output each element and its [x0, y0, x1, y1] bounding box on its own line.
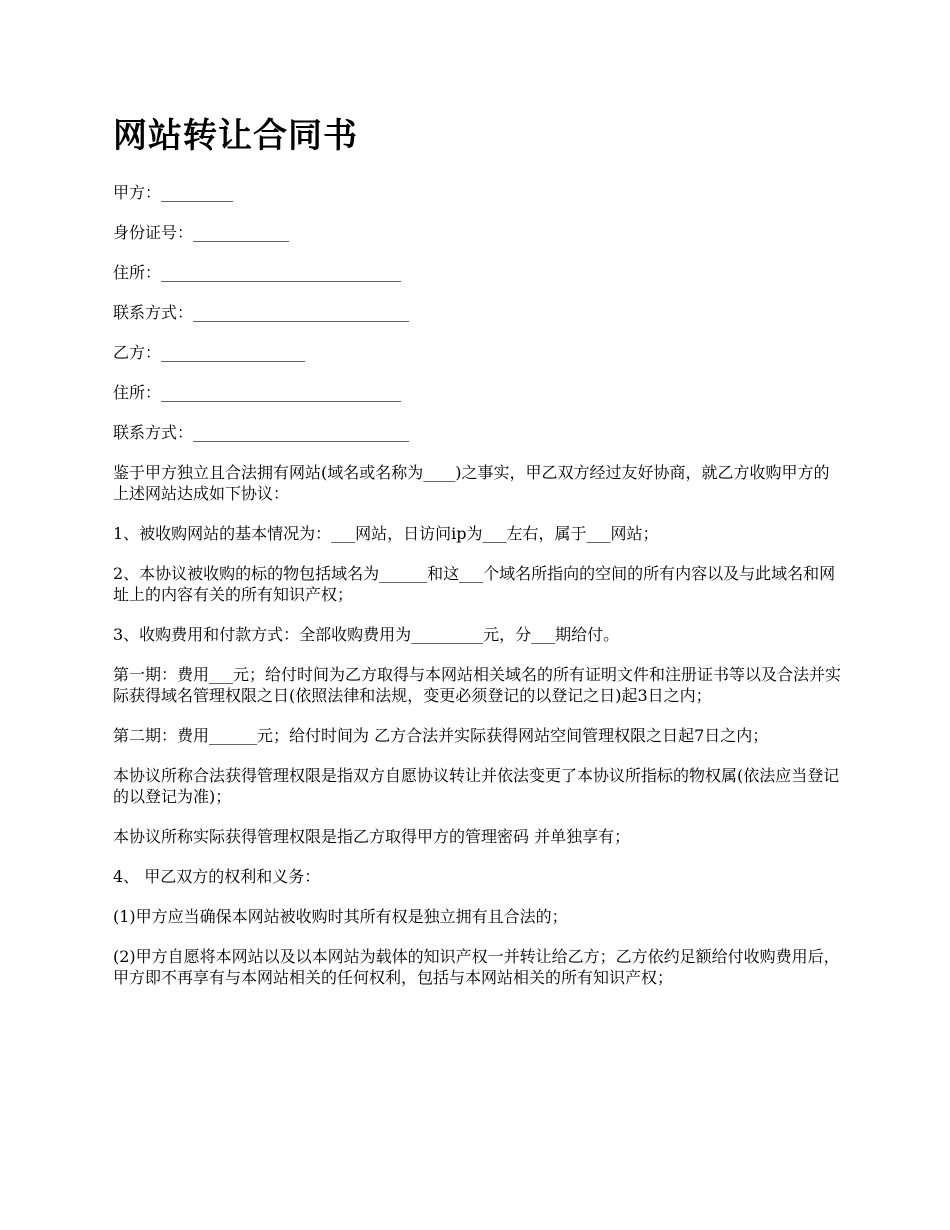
second-installment-paragraph: 第二期：费用______元；给付时间为 乙方合法并实际获得网站空间管理权限之日起7日之内； — [113, 726, 769, 745]
first-installment-paragraph: 第一期：费用___元；给付时间为乙方取得与本网站相关域名的所有证明文件和注册证书等以及合法并实际获得域名管理权限之日(依照法律和法规，变更必须登记的以登记之日)起3日之内； — [113, 665, 842, 705]
clause-4-item-1-paragraph: (1)甲方应当确保本网站被收购时其所有权是独立拥有且合法的； — [113, 907, 568, 926]
party-a-field: 甲方：_________ — [113, 183, 234, 202]
party-a-address-field: 住所：______________________________ — [113, 263, 402, 282]
clause-4-item-2-paragraph: (2)甲方自愿将本网站以及以本网站为载体的知识产权一并转让给乙方；乙方依约足额给付收购费用后，甲方即不再享有与本网站相关的任何权利，包括与本网站相关的所有知识产权； — [113, 947, 840, 987]
clause-3-paragraph: 3、收购费用和付款方式：全部收购费用为_________元，分___期给付。 — [113, 625, 620, 644]
document-page — [113, 112, 843, 1007]
party-b-field: 乙方：__________________ — [113, 343, 306, 362]
party-b-address-field: 住所：______________________________ — [113, 383, 402, 402]
preamble-paragraph: 鉴于甲方独立且合法拥有网站(域名或名称为____)之事实，甲乙双方经过友好协商，就乙方收购甲方的上述网站达成如下协议： — [113, 463, 830, 503]
legal-authority-definition-paragraph: 本协议所称合法获得管理权限是指双方自愿协议转让并依法变更了本协议所指标的物权属(依法应当登记的以登记为准)； — [113, 766, 840, 806]
party-a-contact-field: 联系方式：___________________________ — [113, 303, 410, 322]
id-number-field: 身份证号：____________ — [113, 223, 290, 242]
document-title: 网站转让合同书 — [113, 116, 358, 156]
actual-authority-definition-paragraph: 本协议所称实际获得管理权限是指乙方取得甲方的管理密码 并单独享有； — [113, 827, 631, 846]
clause-4-heading: 4、 甲乙双方的权利和义务： — [113, 867, 321, 886]
party-b-contact-field: 联系方式：___________________________ — [113, 423, 410, 442]
clause-2-paragraph: 2、本协议被收购的标的物包括域名为______和这___个域名所指向的空间的所有内容以及与此域名和网址上的内容有关的所有知识产权； — [113, 564, 836, 604]
clause-1-paragraph: 1、被收购网站的基本情况为：___网站，日访问ip为___左右，属于___网站； — [113, 524, 659, 543]
